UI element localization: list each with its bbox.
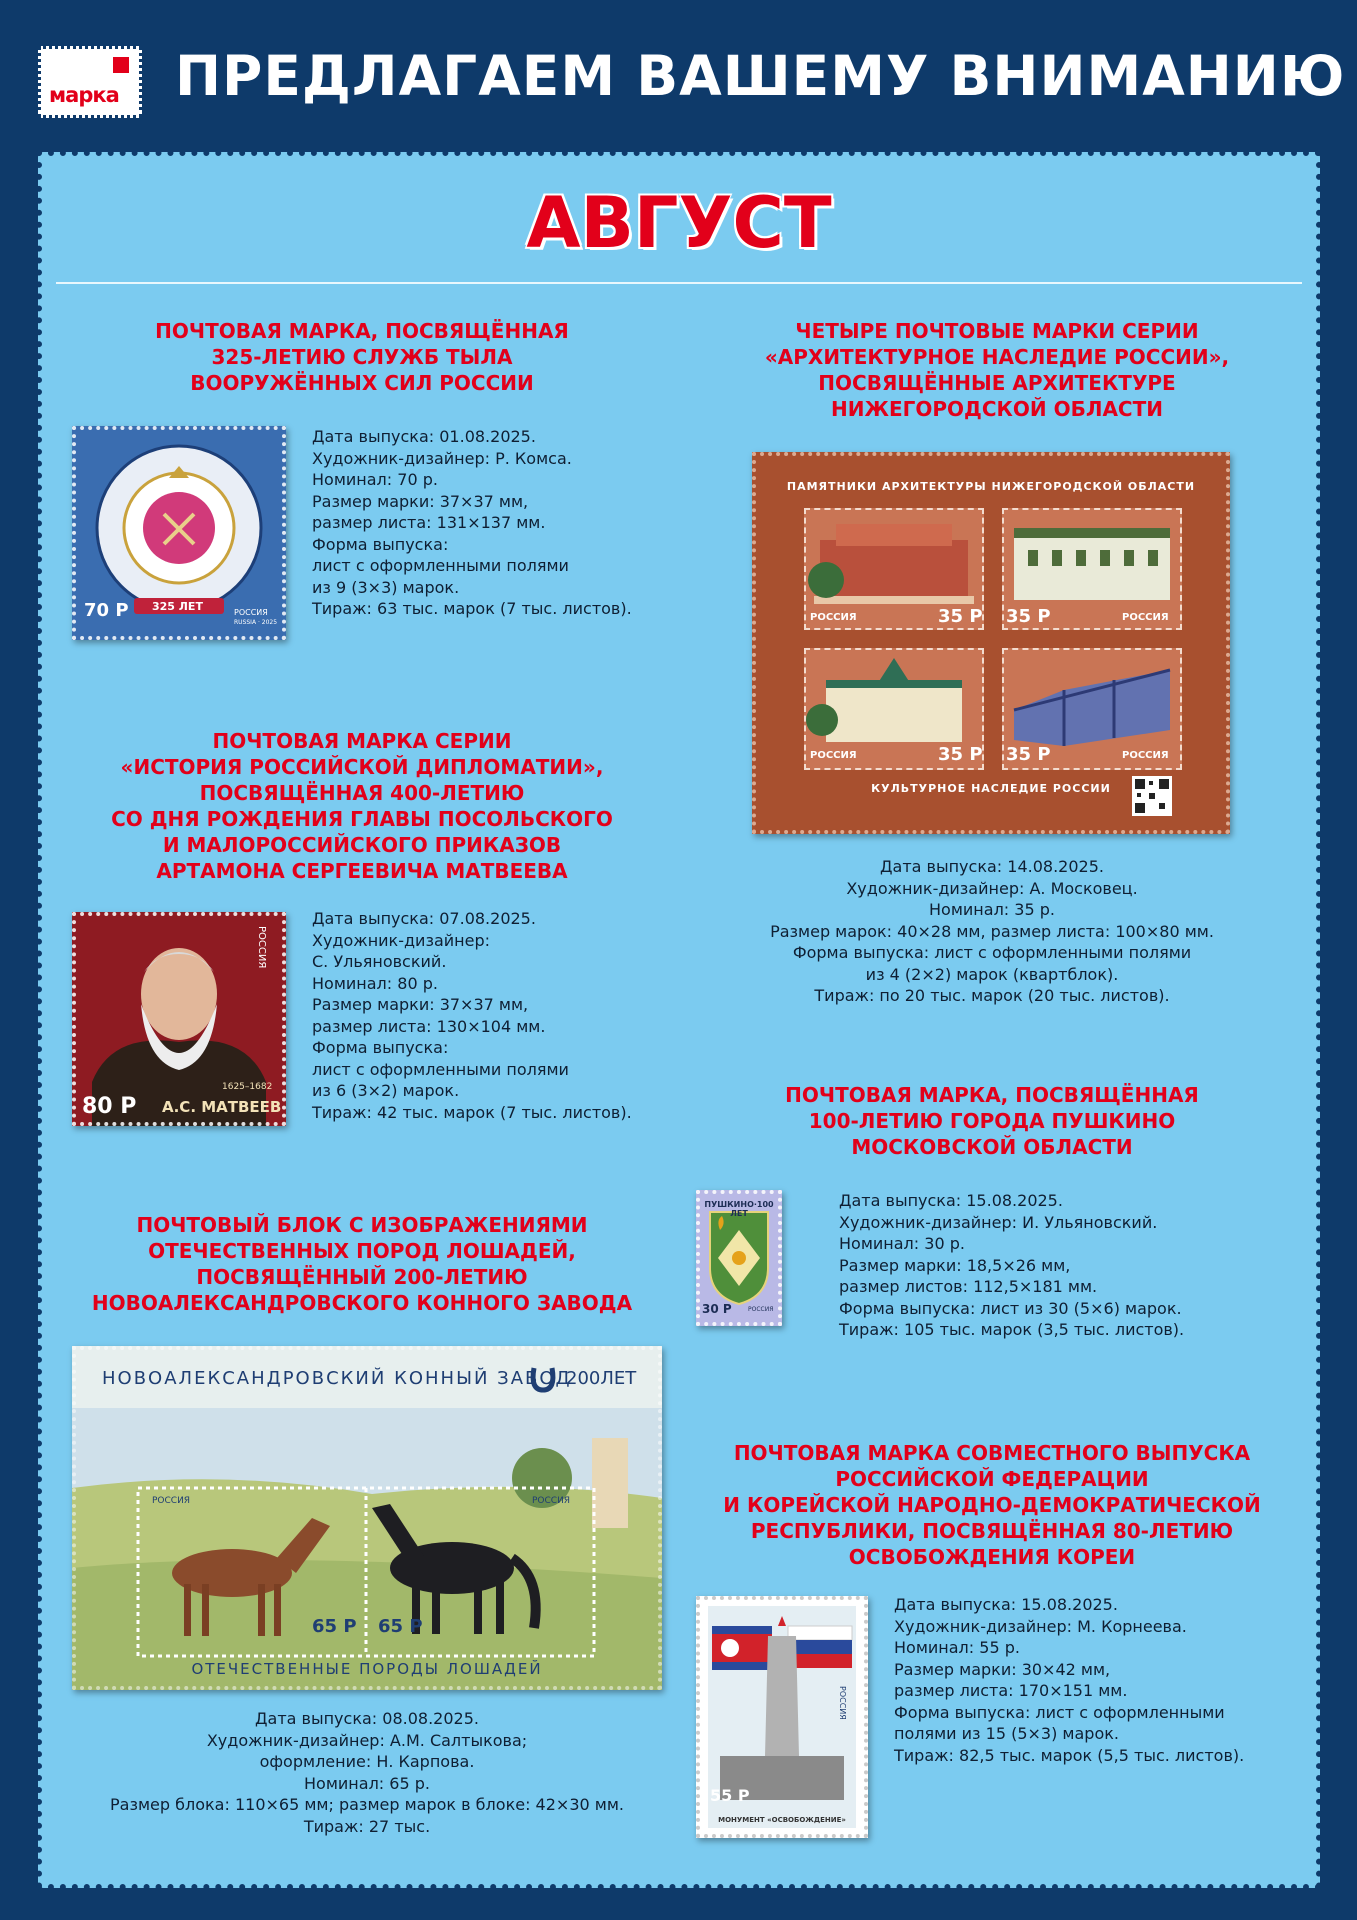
s5-info: Дата выпуска: 08.08.2025. Художник-дизайнер: А.М. Салтыкова; оформление: Н. Карпова. Номинал: 65 р. Размер блока: 110×65 мм; размер марок в блоке: 42×30 мм. Тираж: 27 тыс. [110, 1709, 624, 1836]
stamp-value: 70 Р [84, 600, 129, 621]
content-panel [42, 156, 1316, 1884]
marka-logo[interactable] [38, 46, 142, 118]
s2-heading: ЧЕТЫРЕ ПОЧТОВЫЕ МАРКИ СЕРИИ «АРХИТЕКТУРНОЕ НАСЛЕДИЕ РОССИИ», ПОСВЯЩЁННЫЕ АРХИТЕКТУРЕ НИЖЕГОРОДСКОЙ ОБЛАСТИ [764, 319, 1230, 421]
s5-heading: ПОЧТОВЫЙ БЛОК С ИЗОБРАЖЕНИЯМИ ОТЕЧЕСТВЕННЫХ ПОРОД ЛОШАДЕЙ, ПОСВЯЩЁННЫЙ 200-ЛЕТИЮ НОВОАЛЕКСАНДРОВСКОГО КОННОГО ЗАВОДА [91, 1213, 633, 1315]
stamp-years: 1625–1682 [222, 1082, 273, 1092]
stamp-matveev[interactable] [72, 912, 286, 1126]
arch-value-2: 35 Р [1006, 606, 1051, 627]
s3-heading: ПОЧТОВАЯ МАРКА СЕРИИ «ИСТОРИЯ РОССИЙСКОЙ ДИПЛОМАТИИ», ПОСВЯЩЁННАЯ 400-ЛЕТИЮ СО ДНЯ РОЖДЕНИЯ ГЛАВЫ ПОСОЛЬСКОГО И МАЛОРОССИЙСКОГО ПРИКАЗОВ АРТАМОНА СЕРГЕЕВИЧА МАТВЕЕВА [111, 729, 613, 883]
sheet-bottom-title: КУЛЬТУРНОЕ НАСЛЕДИЕ РОССИИ [871, 782, 1111, 795]
stamp-country: РОССИЯ [256, 926, 267, 969]
page-title: ПРЕДЛАГАЕМ ВАШЕМУ ВНИМАНИЮ [175, 44, 1346, 108]
s6-info: Дата выпуска: 15.08.2025. Художник-дизайнер: М. Корнеева. Номинал: 55 р. Размер марки: 30×42 мм, размер листа: 170×151 мм. Форма выпуска: лист с оформленными полями из 15 (5×3) марок. Тираж: 82,5 тыс. марок (5,5 тыс. листов). [894, 1595, 1245, 1765]
s4-info: Дата выпуска: 15.08.2025. Художник-дизайнер: И. Ульяновский. Номинал: 30 р. Размер марки: 18,5×26 мм, размер листов: 112,5×181 мм. Форма выпуска: лист из 30 (5×6) марок. Тираж: 105 тыс. марок (3,5 тыс. листов). [839, 1191, 1185, 1339]
s2-info: Дата выпуска: 14.08.2025. Художник-дизайнер: А. Московец. Номинал: 35 р. Размер марок: 40×28 мм, размер листа: 100×80 мм. Форма выпуска: лист с оформленными полями из 4 (2×2) марок (квартблок). Тираж: по 20 тыс. марок (20 тыс. листов). [770, 857, 1214, 1005]
arch-value-3: 35 Р [938, 744, 983, 765]
block-bottom-title: ОТЕЧЕСТВЕННЫЕ ПОРОДЫ ЛОШАДЕЙ [191, 1660, 543, 1678]
stamp-caption: МОНУМЕНТ «ОСВОБОЖДЕНИЕ» [718, 1816, 846, 1824]
block-country-2: РОССИЯ [532, 1496, 571, 1506]
stamp-korea-liberation[interactable] [696, 1596, 868, 1838]
arch-value-4: 35 Р [1006, 744, 1051, 765]
horseshoe-icon [528, 1364, 558, 1394]
stamp-pushkino[interactable] [696, 1190, 782, 1326]
arch-country-2: РОССИЯ [1122, 612, 1169, 623]
logo-red-square [113, 57, 129, 73]
block-country-1: РОССИЯ [152, 1496, 191, 1506]
block-top-title: НОВОАЛЕКСАНДРОВСКИЙ КОННЫЙ ЗАВОД [102, 1368, 572, 1389]
stamp-country: РОССИЯ [234, 608, 268, 617]
arch-country-1: РОССИЯ [810, 612, 857, 623]
s1-info: Дата выпуска: 01.08.2025. Художник-дизайнер: Р. Комса. Номинал: 70 р. Размер марки: 37×37 мм, размер листа: 131×137 мм. Форма выпуска: лист с оформленными полями из 9 (3×3) марок. Тираж: 63 тыс. марок (7 тыс. листов). [312, 427, 632, 618]
s4-heading: ПОЧТОВАЯ МАРКА, ПОСВЯЩЁННАЯ 100-ЛЕТИЮ ГОРОДА ПУШКИНО МОСКОВСКОЙ ОБЛАСТИ [785, 1083, 1199, 1159]
block-value-1: 65 Р [312, 1616, 357, 1637]
s1-heading: ПОЧТОВАЯ МАРКА, ПОСВЯЩЁННАЯ 325-ЛЕТИЮ СЛУЖБ ТЫЛА ВООРУЖЁННЫХ СИЛ РОССИИ [155, 319, 569, 395]
stamp-325-years[interactable] [72, 426, 286, 640]
s3-info: Дата выпуска: 07.08.2025. Художник-дизайнер: С. Ульяновский. Номинал: 80 р. Размер марки: 37×37 мм, размер листа: 130×104 мм. Форма выпуска: лист с оформленными полями из 6 (3×2) марок. Тираж: 42 тыс. марок (7 тыс. листов). [312, 909, 632, 1122]
block-years: 200ЛЕТ [566, 1368, 637, 1389]
stamp-country-2: RUSSIA · 2025 [234, 619, 278, 626]
divider [56, 282, 1302, 284]
stamp-value: 30 Р [702, 1302, 732, 1316]
arch-value-1: 35 Р [938, 606, 983, 627]
stamp-ribbon: 325 ЛЕТ [152, 600, 203, 613]
month-title: АВГУСТ [526, 182, 832, 264]
architecture-souvenir-sheet[interactable] [752, 452, 1230, 834]
stamp-value: 55 Р [710, 1786, 750, 1805]
block-value-2: 65 Р [378, 1616, 423, 1637]
stamp-country: РОССИЯ [748, 1306, 774, 1313]
stamp-value: 80 Р [82, 1094, 137, 1119]
sheet-top-title: ПАМЯТНИКИ АРХИТЕКТУРЫ НИЖЕГОРОДСКОЙ ОБЛАСТИ [786, 480, 1196, 493]
stamp-country: РОССИЯ [838, 1686, 847, 1720]
stamp-name: А.С. МАТВЕЕВ [162, 1098, 282, 1116]
logo-text: марка [49, 83, 119, 107]
qr-code-icon [1132, 776, 1172, 816]
s6-heading: ПОЧТОВАЯ МАРКА СОВМЕСТНОГО ВЫПУСКА РОССИЙСКОЙ ФЕДЕРАЦИИ И КОРЕЙСКОЙ НАРОДНО-ДЕМОКРАТИЧЕСКОЙ РЕСПУБЛИКИ, ПОСВЯЩЁННАЯ 80-ЛЕТИЮ ОСВОБОЖДЕНИЯ КОРЕИ [723, 1441, 1261, 1569]
arch-country-4: РОССИЯ [1122, 750, 1169, 761]
stamp-top: ПУШКИНО·100 ЛЕТ [704, 1200, 774, 1218]
horses-souvenir-block[interactable] [72, 1346, 662, 1690]
steppe-landscape-image [72, 1408, 662, 1690]
arch-country-3: РОССИЯ [810, 750, 857, 761]
